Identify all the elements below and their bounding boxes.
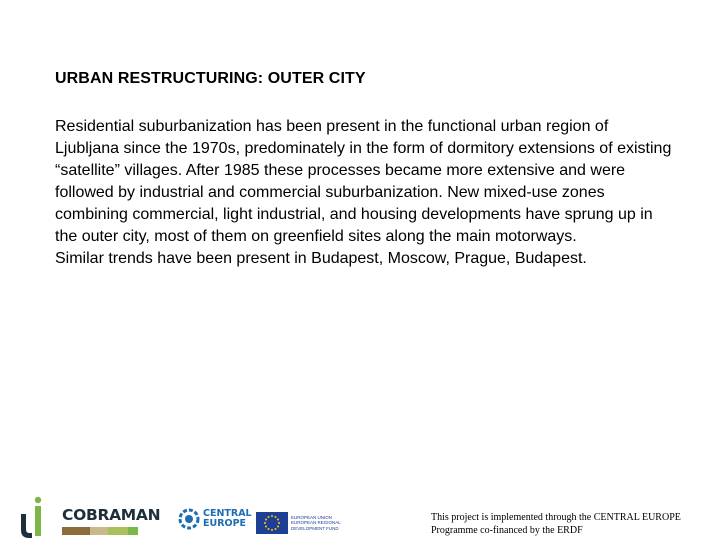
ui-logo-icon	[18, 496, 44, 540]
eu-logo	[256, 512, 343, 534]
central-europe-logo-text: CENTRAL EUROPE	[203, 508, 252, 529]
body-paragraph: Residential suburbanization has been present in the functional urban region of Ljubljana since the 1970s, predominately in the form of dormitory extensions of existing “satellite” villages. After 1985 these processes became more extensive and were followed by industrial and commercial suburbanization. New mixed-use zones combining commercial, light industrial, and housing developments have sprung up in the outer city, most of them on greenfield sites along the main motorways.	[55, 118, 672, 245]
eu-logo-text: EUROPEAN UNION EUROPEAN REGIONAL DEVELOPMENT FUND	[291, 514, 341, 531]
slide-title: URBAN RESTRUCTURING: OUTER CITY	[55, 70, 366, 87]
footer	[0, 490, 720, 540]
cobraman-color-bar	[62, 527, 160, 535]
central-europe-logo	[178, 508, 252, 530]
slide-body	[55, 116, 675, 270]
cobraman-logo	[62, 506, 160, 535]
central-europe-emblem-icon	[178, 508, 200, 530]
body-paragraph: Similar trends have been present in Budapest, Moscow, Prague, Budapest.	[55, 250, 587, 267]
cobraman-logo-text: COBRAMAN	[62, 506, 161, 524]
eu-flag-icon	[256, 512, 288, 534]
footer-disclaimer: This project is implemented through the CENTRAL EUROPE Programme co-financed by the ERDF	[431, 512, 681, 536]
